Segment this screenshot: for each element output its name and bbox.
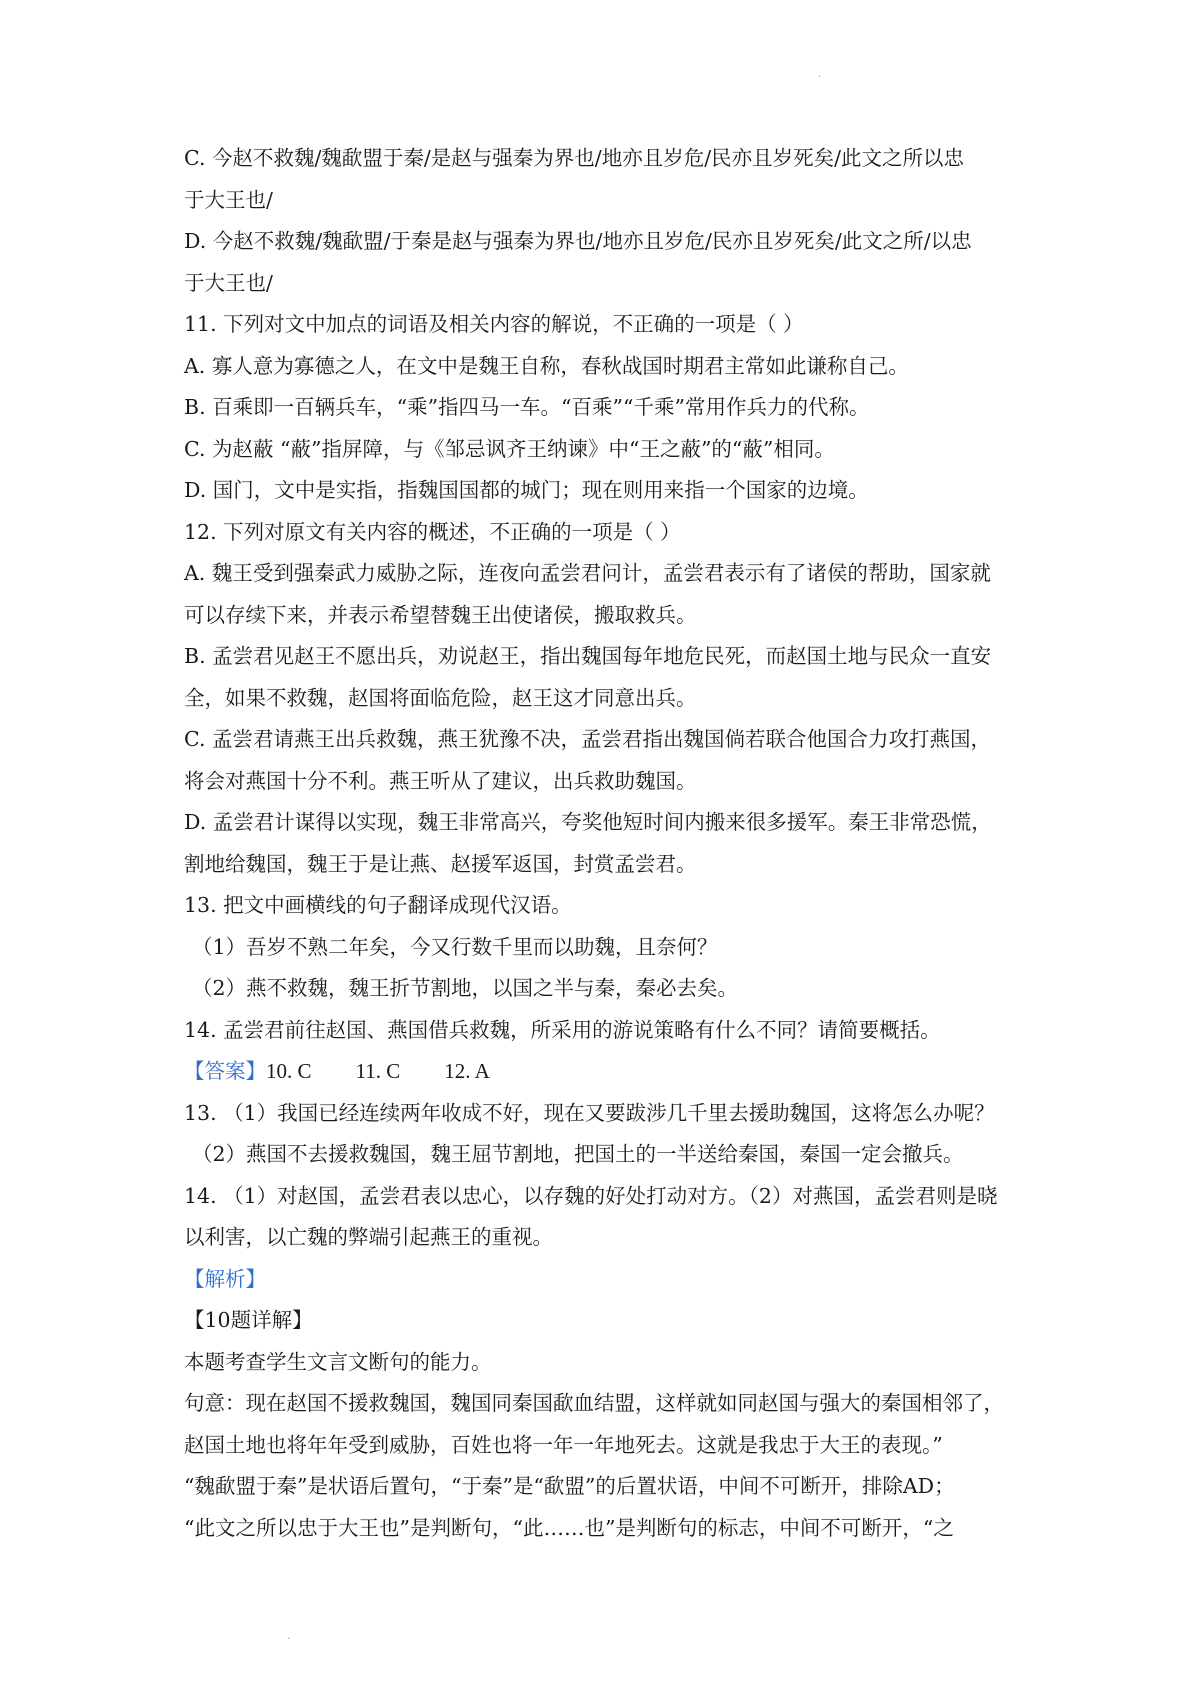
q12-option-c-line-2: 将会对燕国十分不利。燕王听从了建议，出兵救助魏国。 <box>184 768 697 793</box>
question-13: 13. 把文中画横线的句子翻译成现代汉语。 <box>184 893 572 917</box>
detail-line-2: 句意：现在赵国不援救魏国，魏国同秦国歃血结盟，这样就如同赵国与强大的秦国相邻了， <box>184 1391 1004 1415</box>
analysis-line <box>184 1259 1054 1301</box>
q12-option-b-line-1: B. 孟尝君见赵王不愿出兵，劝说赵王，指出魏国每年地危民死，而赵国土地与民众一直安 <box>184 644 992 668</box>
detail-heading: 【10题详解】 <box>184 1308 313 1332</box>
q12-option-d-line-2: 割地给魏国，魏王于是让燕、赵援军返国，封赏孟尝君。 <box>184 851 697 876</box>
top-dot-mark: · <box>818 72 822 83</box>
q12-option-d-line-1: D. 孟尝君计谋得以实现，魏王非常高兴，夸奖他短时间内搬来很多援军。秦王非常恐慌， <box>184 810 992 834</box>
detail-line-4: “魏歃盟于秦”是状语后置句，“于秦”是“歃盟”的后置状语，中间不可断开，排除AD； <box>184 1474 955 1498</box>
q11-option-b: B. 百乘即一百辆兵车，“乘”指四马一车。“百乘”“千乘”常用作兵力的代称。 <box>184 395 870 419</box>
q11-option-a: A. 寡人意为寡德之人，在文中是魏王自称，春秋战国时期君主常如此谦称自己。 <box>184 353 909 378</box>
page-content <box>184 138 1054 1549</box>
bottom-dot-mark: · <box>287 1634 291 1645</box>
q13-sentence-2: （2）燕不救魏，魏王折节割地，以国之半与秦，秦必去矣。 <box>192 976 739 1000</box>
question-11: 11. 下列对文中加点的词语及相关内容的解说，不正确的一项是（ ） <box>184 312 804 336</box>
option-d-line-1: D. 今赵不救魏/魏歃盟/于秦是赵与强秦为界也/地亦且岁危/民亦且岁死矣/此文之所/以忠 <box>184 229 972 253</box>
answer-13-line-2: （2）燕国不去援救魏国，魏王屈节割地，把国土的一半送给秦国，秦国一定会撤兵。 <box>192 1142 964 1166</box>
q12-option-c-line-1: C. 孟尝君请燕王出兵救魏，燕王犹豫不决，孟尝君指出魏国倘若联合他国合力攻打燕国， <box>184 727 991 751</box>
q13-sentence-1: （1）吾岁不熟二年矣，今又行数千里而以助魏，且奈何？ <box>192 934 718 959</box>
option-c-line-2: 于大王也/ <box>184 187 273 212</box>
detail-line-5: “此文之所以忠于大王也”是判断句，“此……也”是判断句的标志，中间不可断开，“之 <box>184 1515 954 1540</box>
option-c-line-1: C. 今赵不救魏/魏歃盟于秦/是赵与强秦为界也/地亦且岁危/民亦且岁死矣/此文之所以忠 <box>184 146 965 170</box>
q12-option-b-line-2: 全，如果不救魏，赵国将面临危险，赵王这才同意出兵。 <box>184 685 697 710</box>
question-12: 12. 下列对原文有关内容的概述，不正确的一项是（ ） <box>184 519 681 544</box>
detail-line-3: 赵国土地也将年年受到威胁，百姓也将一年一年地死去。这就是我忠于大王的表现。” <box>184 1432 943 1457</box>
option-d-line-2: 于大王也/ <box>184 270 273 295</box>
q11-option-d: D. 国门，文中是实指，指魏国国都的城门；现在则用来指一个国家的边境。 <box>184 478 869 502</box>
question-14: 14. 孟尝君前往赵国、燕国借兵救魏，所采用的游说策略有什么不同？请简要概括。 <box>184 1017 941 1042</box>
answer-line <box>184 1051 1054 1093</box>
answer-14-line-1: 14. （1）对赵国，孟尝君表以忠心，以存魏的好处打动对方。（2）对燕国，孟尝君则是晓 <box>184 1183 998 1208</box>
answer-q11: 11. C <box>355 1059 401 1083</box>
q12-option-a-line-2: 可以存续下来，并表示希望替魏王出使诸侯，搬取救兵。 <box>184 602 697 627</box>
answer-q12: 12. A <box>444 1059 490 1083</box>
answer-13-line-1: 13. （1）我国已经连续两年收成不好，现在又要跋涉几千里去援助魏国，这将怎么办呢？ <box>184 1100 995 1125</box>
answer-tag: 【答案】 <box>184 1059 266 1083</box>
answer-q10: 10. C <box>266 1059 312 1083</box>
q11-option-c: C. 为赵蔽 “蔽”指屏障，与《邹忌讽齐王纳谏》中“王之蔽”的“蔽”相同。 <box>184 436 835 461</box>
q12-option-a-line-1: A. 魏王受到强秦武力威胁之际，连夜向孟尝君问计，孟尝君表示有了诸侯的帮助，国家就 <box>184 561 991 585</box>
answer-14-line-2: 以利害，以亡魏的弊端引起燕王的重视。 <box>184 1225 553 1249</box>
detail-line-1: 本题考查学生文言文断句的能力。 <box>184 1349 492 1374</box>
analysis-tag: 【解析】 <box>184 1266 266 1291</box>
